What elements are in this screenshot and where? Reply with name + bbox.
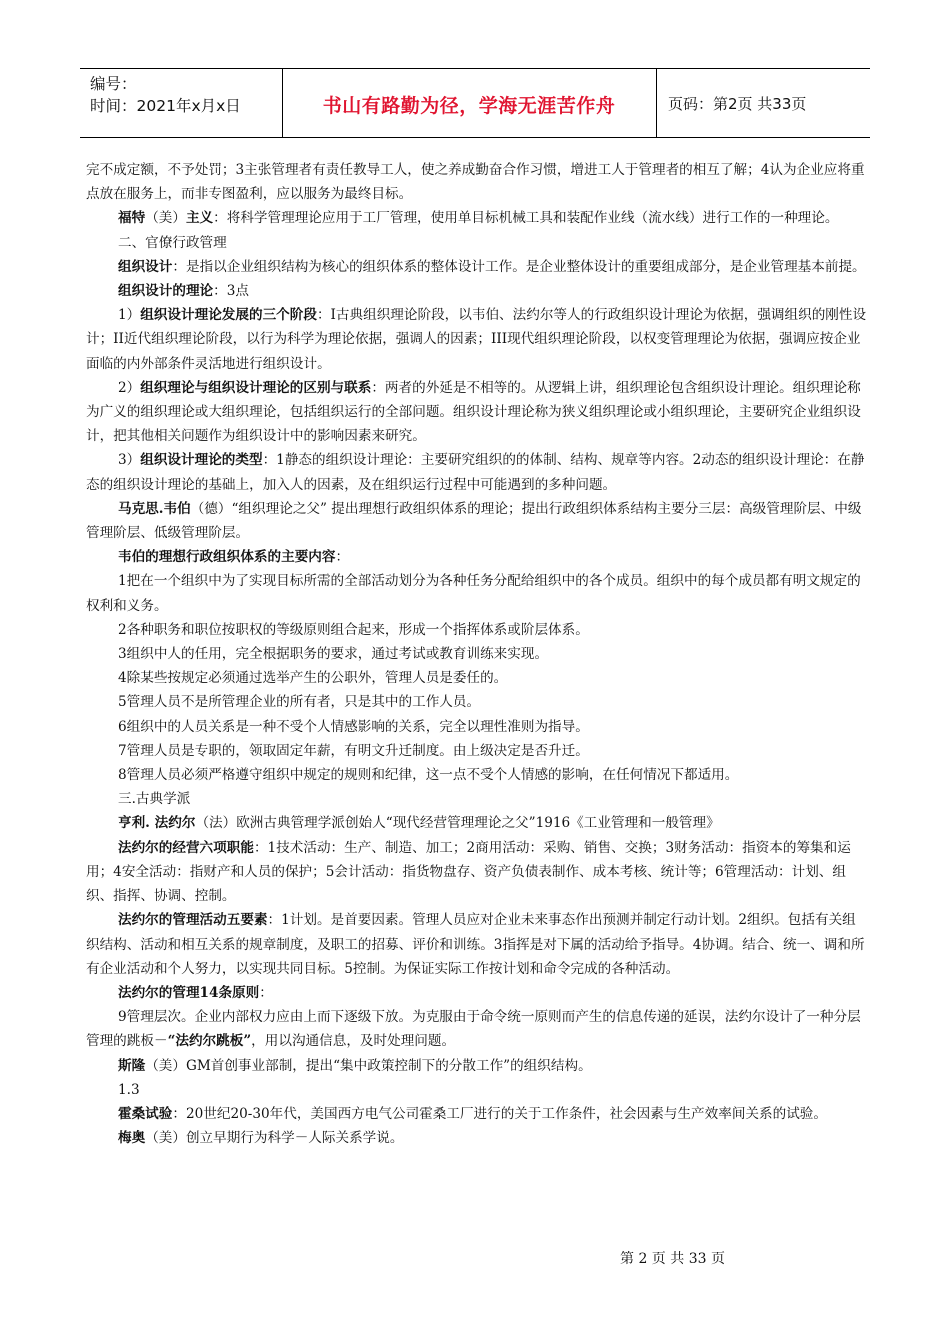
- bold-term: 组织设计: [118, 258, 173, 275]
- paragraph-text: 7管理人员是专职的，领取固定年薪，有明文升迁制度。由上级决定是否升迁。: [118, 742, 589, 759]
- paragraph: [86, 255, 868, 279]
- paragraph-text: 完不成定额，不予处罚；3主张管理者有责任教导工人，使之养成勤奋合作习惯，增进工人于管理者的相互了解；4认为企业应将重点放在服务上，而非专图盈利，应以服务为最终目标。: [86, 162, 865, 203]
- document-date-label: 时间：2021年x月x日: [90, 97, 241, 115]
- paragraph: [86, 1102, 868, 1126]
- paragraph-text: （美）: [145, 210, 186, 227]
- bold-term: 组织设计理论发展的三个阶段: [140, 307, 317, 324]
- bold-term: 马克思.韦伯: [118, 500, 191, 517]
- paragraph-text: ：1静态的组织设计理论：主要研究组织的的体制、结构、规章等内容。2动态的组织设计理论：在静态的组织设计理论的基础上，加入人的因素，及在组织运行过程中可能遇到的多种问题。: [86, 452, 865, 493]
- page-footer: 第 2 页 共 33 页: [620, 1251, 725, 1267]
- paragraph: [86, 836, 868, 909]
- paragraph: [86, 981, 868, 1005]
- paragraph-text: 3）: [118, 452, 141, 469]
- paragraph-text: ：两者的外延是不相等的。从逻辑上讲，组织理论包含组织设计理论。组织理论称为广义的组织理论或大组织理论，包括组织运行的全部问题。组织设计理论称为狭义组织理论或小组织理论，主要研究企业组织设计，把其他相关问题作为组织设计中的影响因素来研究。: [86, 379, 861, 445]
- paragraph: [86, 642, 868, 666]
- page-header: [80, 68, 870, 138]
- document-number-label: 编号：: [90, 75, 137, 93]
- paragraph-text: 1把在一个组织中为了实现目标所需的全部活动划分为各种任务分配给组织中的各个成员。组织中的每个成员都有明文规定的权利和义务。: [86, 573, 861, 614]
- paragraph-text: 6组织中的人员关系是一种不受个人情感影响的关系，完全以理性准则为指导。: [118, 718, 589, 735]
- paragraph-text: （德）“组织理论之父” 提出理想行政组织体系的理论；提出行政组织体系结构主要分三层：高级管理阶层、中级管理阶层、低级管理阶层。: [86, 500, 862, 542]
- paragraph-text: ：3点: [213, 283, 249, 300]
- paragraph: [86, 811, 868, 835]
- header-motto: 书山有路勤为径，学海无涯苦作舟: [322, 95, 616, 117]
- paragraph: [86, 1005, 868, 1053]
- paragraph: [86, 158, 868, 206]
- paragraph: [86, 739, 868, 763]
- paragraph: [86, 787, 868, 811]
- paragraph: [86, 763, 868, 787]
- paragraph-text: ：I古典组织理论阶段，以韦伯、法约尔等人的行政组织设计理论为依据，强调组织的刚性设计；II近代组织理论阶段，以行为科学为理论依据，强调人的因素；III现代组织理论阶段，以权变管理理论为依据，强调应按企业面临的内外部条件灵活地进行组织设计。: [86, 307, 867, 372]
- bold-term: 组织理论与组织设计理论的区别与联系: [140, 379, 372, 396]
- paragraph-text: 9管理层次。企业内部权力应由上而下逐级下放。为克服由于命令统一原则而产生的信息传递的延误，法约尔设计了一种分层管理的跳板－: [86, 1009, 861, 1050]
- bold-term: 法约尔的管理14条原则: [118, 984, 260, 1001]
- document-body: [86, 158, 868, 1150]
- paragraph: [86, 715, 868, 739]
- paragraph: [86, 1126, 868, 1150]
- bold-term: 法约尔的经营六项职能: [118, 839, 254, 856]
- header-page-info: 页码：第2页 共33页: [668, 95, 807, 113]
- paragraph: [86, 690, 868, 714]
- paragraph: [86, 448, 868, 496]
- bold-term: 韦伯的理想行政组织体系的主要内容: [118, 549, 336, 566]
- paragraph: [86, 1054, 868, 1078]
- bold-term: 梅奥: [118, 1130, 146, 1147]
- paragraph-text: ：20世纪20-30年代，美国西方电气公司霍桑工厂进行的关于工作条件，社会因素与生产效率间关系的试验。: [172, 1105, 827, 1122]
- paragraph-text: ：: [335, 549, 350, 566]
- paragraph-text: ：1计划。是首要因素。管理人员应对企业未来事态作出预测并制定行动计划。2组织。包括有关组织结构、活动和相互关系的规章制度，及职工的招募、评价和训练。3指挥是对下属的活动给予指导。4协调。结合、统一、调和所有企业活动和个人努力，以实现共同目标。5控制。为保证实际工作按计划和命令完成的各种活动。: [86, 912, 865, 977]
- paragraph-text: ：将科学管理理论应用于工厂管理，使用单目标机械工具和装配作业线（流水线）进行工作的一种理论。: [213, 210, 839, 227]
- bold-term: 福特: [118, 210, 146, 227]
- header-meta: [90, 73, 241, 117]
- paragraph-text: 1.3: [118, 1081, 140, 1098]
- header-divider: [656, 69, 657, 137]
- paragraph-text: 8管理人员必须严格遵守组织中规定的规则和纪律，这一点不受个人情感的影响，在任何情况下都适用。: [118, 767, 739, 784]
- bold-term: 主义: [185, 210, 214, 227]
- bold-term: 组织设计理论的类型: [140, 452, 263, 469]
- paragraph-text: 4除某些按规定必须通过选举产生的公职外，管理人员是委任的。: [118, 670, 508, 687]
- paragraph-text: 2各种职务和职位按职权的等级原则组合起来，形成一个指挥体系或阶层体系。: [118, 621, 589, 638]
- bold-term: 法约尔的管理活动五要素: [118, 912, 268, 929]
- paragraph: [86, 618, 868, 642]
- paragraph-text: 3组织中人的任用，完全根据职务的要求，通过考试或教育训练来实现。: [118, 646, 549, 663]
- paragraph: [86, 569, 868, 617]
- bold-term: 组织设计的理论: [118, 283, 214, 300]
- paragraph: [86, 206, 868, 230]
- bold-term: “法约尔跳板”: [167, 1033, 252, 1050]
- bold-term: 斯隆: [118, 1057, 146, 1074]
- paragraph: [86, 376, 868, 449]
- paragraph-text: （美）创立早期行为科学－人际关系学说。: [145, 1130, 404, 1147]
- paragraph: [86, 279, 868, 303]
- paragraph: [86, 1078, 868, 1102]
- paragraph: [86, 497, 868, 545]
- bold-term: 亨利. 法约尔: [118, 815, 196, 832]
- paragraph-text: 二、官僚行政管理: [118, 234, 227, 251]
- paragraph: [86, 666, 868, 690]
- paragraph-text: 2）: [118, 379, 141, 396]
- paragraph-text: 三.古典学派: [118, 791, 191, 808]
- paragraph-text: （美）GM首创事业部制，提出“集中政策控制下的分散工作”的组织结构。: [145, 1057, 592, 1074]
- paragraph-text: 1）: [118, 307, 141, 324]
- bold-term: 霍桑试验: [118, 1105, 173, 1122]
- paragraph: [86, 545, 868, 569]
- paragraph: [86, 908, 868, 981]
- paragraph-text: ：: [259, 984, 273, 1001]
- paragraph: [86, 231, 868, 255]
- paragraph-text: ：1技术活动：生产、制造、加工；2商用活动：采购、销售、交换；3财务活动：指资本的筹集和运用；4安全活动：指财产和人员的保护；5会计活动：指货物盘存、资产负债表制作、成本考核、统计等；6管理活动：计划、组织、指挥、协调、控制。: [86, 839, 851, 905]
- paragraph-text: 5管理人员不是所管理企业的所有者，只是其中的工作人员。: [118, 694, 481, 711]
- paragraph: [86, 303, 868, 376]
- paragraph-text: ：是指以企业组织结构为核心的组织体系的整体设计工作。是企业整体设计的重要组成部分，是企业管理基本前提。: [172, 258, 866, 275]
- paragraph-text: ，用以沟通信息，及时处理问题。: [251, 1033, 456, 1050]
- paragraph-text: （法）欧洲古典管理学派创始人“现代经营管理理论之父”1916《工业管理和一般管理》: [195, 815, 720, 832]
